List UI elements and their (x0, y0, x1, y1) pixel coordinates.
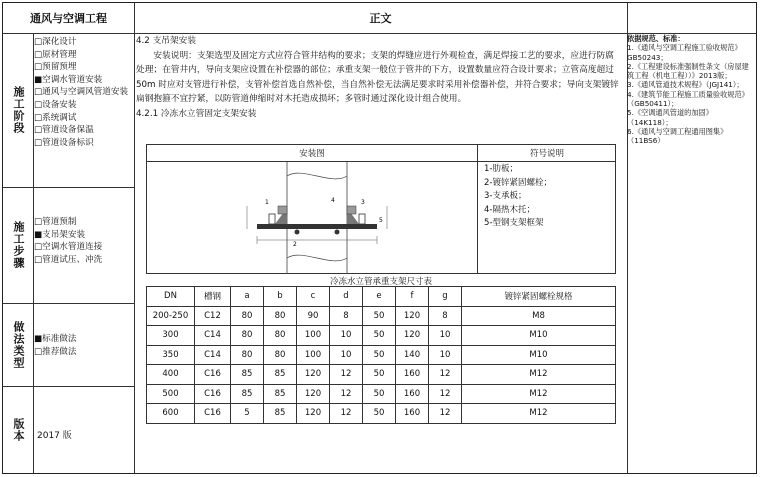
table-cell: 10 (330, 345, 363, 365)
table-cell: 80 (264, 326, 297, 346)
table-row (147, 404, 616, 424)
stage-option[interactable]: □系统调试 (34, 112, 77, 123)
diagram-column-divider (477, 145, 478, 273)
table-row (147, 345, 616, 365)
table-cell: C14 (195, 326, 231, 346)
bolt (295, 230, 300, 235)
symbol-item: 5-型钢支架框架 (484, 218, 544, 228)
step-option[interactable]: □管道试压、冲洗 (34, 254, 103, 265)
table-cell: 80 (231, 306, 264, 326)
step-option[interactable]: ■支吊架安装 (34, 229, 86, 240)
practice-label: 做法类型 (12, 320, 25, 369)
install-diagram-box (146, 144, 616, 274)
stage-option[interactable]: □管道设备标识 (34, 137, 94, 148)
table-cell: C12 (195, 306, 231, 326)
table-cell: 8 (429, 306, 462, 326)
table-row (147, 306, 616, 326)
stage-option[interactable]: □设备安装 (34, 99, 77, 110)
header-cell: c (297, 287, 330, 307)
version-label: 版本 (12, 417, 25, 442)
stage-option[interactable]: □原材管理 (34, 49, 77, 60)
stage-label: 施工阶段 (12, 86, 25, 134)
dimension-table-title: 冷冻水立管承重支架尺寸表 (329, 277, 432, 287)
wood-block (347, 206, 356, 214)
table-cell: 160 (396, 384, 429, 404)
table-cell: M10 (462, 345, 616, 365)
table-cell: 12 (330, 404, 363, 424)
table-cell: 120 (396, 326, 429, 346)
reference-item: 1.《通风与空调工程施工验收规范》GB50243； (627, 43, 742, 62)
table-cell: M12 (462, 404, 616, 424)
table-cell: 85 (264, 404, 297, 424)
practice-option[interactable]: □推荐做法 (34, 346, 77, 357)
table-cell: M12 (462, 365, 616, 385)
references-panel (627, 34, 753, 146)
table-cell: 50 (363, 384, 396, 404)
stage-option[interactable]: ■空调水管道安装 (34, 74, 103, 85)
header-cell: d (330, 287, 363, 307)
stage-option[interactable]: □管道设备保温 (34, 125, 94, 136)
table-cell: 160 (396, 404, 429, 424)
steel-frame (257, 224, 377, 229)
step-options (34, 216, 132, 266)
main-content (136, 34, 620, 122)
symbol-item: 2-镀锌紧固螺栓； (484, 177, 552, 188)
step-option[interactable]: □管道预制 (34, 217, 77, 227)
header-cell: DN (147, 287, 195, 307)
symbol-item: 3-支承板； (484, 191, 527, 201)
wood-block (278, 206, 287, 214)
header-cell: b (264, 287, 297, 307)
table-cell: 85 (264, 365, 297, 385)
table-cell: 50 (363, 365, 396, 385)
table-cell: 80 (264, 306, 297, 326)
callout-3: 3 (361, 199, 365, 206)
table-cell: 80 (231, 326, 264, 346)
table-cell: 80 (231, 345, 264, 365)
column-divider (134, 3, 135, 473)
step-option[interactable]: □空调水管道连接 (34, 242, 103, 253)
symbol-item: 1-肋板； (484, 164, 518, 174)
table-row (147, 365, 616, 385)
table-cell: 12 (429, 384, 462, 404)
table-cell: 500 (147, 384, 195, 404)
table-cell: 100 (297, 326, 330, 346)
table-cell: C16 (195, 365, 231, 385)
table-cell: 50 (363, 306, 396, 326)
callout-2: 2 (293, 241, 297, 248)
callout-5: 5 (379, 217, 383, 224)
stage-option[interactable]: □预留预埋 (34, 62, 77, 73)
stage-option[interactable]: □深化设计 (34, 37, 77, 47)
table-cell: 85 (231, 384, 264, 404)
header-cell: a (231, 287, 264, 307)
table-cell: 300 (147, 326, 195, 346)
step-label: 施工步骤 (12, 221, 25, 269)
symbol-list (484, 163, 552, 231)
subsection-title: 4.2.1 冷冻水立管固定支架安装 (136, 108, 257, 119)
practice-options (34, 333, 132, 358)
symbol-item: 4-隔热木托； (484, 204, 535, 215)
dimension-table (146, 286, 616, 424)
pipe-break-bottom (287, 255, 347, 261)
table-cell: 10 (429, 345, 462, 365)
table-cell: 5 (231, 404, 264, 424)
table-cell: 160 (396, 365, 429, 385)
table-cell: 8 (330, 306, 363, 326)
table-header-row (147, 287, 616, 307)
table-cell: 12 (330, 365, 363, 385)
table-cell: 50 (363, 345, 396, 365)
table-cell: 12 (330, 384, 363, 404)
table-cell: 50 (363, 326, 396, 346)
practice-option[interactable]: ■标准做法 (34, 334, 77, 344)
table-cell: 120 (297, 384, 330, 404)
table-cell: 50 (363, 404, 396, 424)
symbol-header: 符号说明 (529, 149, 564, 159)
main-header-title: 正文 (369, 12, 392, 25)
table-cell: 120 (297, 365, 330, 385)
table-cell: 85 (231, 365, 264, 385)
table-cell: 80 (264, 345, 297, 365)
reference-item: 5.《空调通风管道的加固》（14K118）； (627, 108, 713, 127)
table-cell: M10 (462, 326, 616, 346)
support-drawing (147, 162, 477, 274)
header-cell: g (429, 287, 462, 307)
table-cell: 350 (147, 345, 195, 365)
table-cell: 140 (396, 345, 429, 365)
table-cell: C16 (195, 384, 231, 404)
section-title: 4.2 支吊架安装 (136, 36, 197, 46)
callout-1: 1 (265, 199, 269, 206)
table-cell: C16 (195, 404, 231, 424)
install-diagram-header: 安装图 (299, 149, 325, 159)
table-cell: 600 (147, 404, 195, 424)
reference-item: 6.《通风与空调工程通用图集》（11BS6） (627, 126, 728, 146)
table-row (147, 384, 616, 404)
callout-4: 4 (331, 197, 335, 204)
table-cell: 120 (297, 404, 330, 424)
reference-item: 4.《建筑节能工程施工质量验收规范》（GB50411）； (627, 89, 749, 109)
support-plate (359, 214, 365, 224)
header-cell: f (396, 287, 429, 307)
edition-value: 2017 版 (37, 431, 72, 441)
header-cell: 镀锌紧固螺栓规格 (462, 287, 616, 307)
table-cell: 10 (429, 326, 462, 346)
reference-item: 2.《工程建设标准强制性条文（房屋建筑工程（机电工程））》2013版； (627, 61, 749, 81)
stage-options (34, 36, 132, 149)
header-cell: 槽钢 (195, 287, 231, 307)
table-cell: 12 (429, 365, 462, 385)
table-cell: 120 (396, 306, 429, 326)
bolt (335, 230, 340, 235)
table-row (147, 326, 616, 346)
table-cell: 12 (429, 404, 462, 424)
pipe-break-top (287, 173, 347, 179)
table-cell: 90 (297, 306, 330, 326)
support-plate (269, 214, 275, 224)
left-header-title: 通风与空调工程 (30, 12, 107, 25)
table-cell: M8 (462, 306, 616, 326)
table-cell: 10 (330, 326, 363, 346)
table-cell: M12 (462, 384, 616, 404)
table-cell: 85 (264, 384, 297, 404)
reference-item: 3.《通风管道技术规程》（JGJ141）； (627, 80, 744, 90)
table-cell: 200-250 (147, 306, 195, 326)
install-description: 安装说明：支架选型及固定方式应符合管井结构的要求；支架的焊缝应进行外观检查，满足焊接工艺的要求，应进行防腐处理；在管井内，导向支架应设置在补偿器的部位；承重支架一般位于管井的下方，设置数量应符合设计要求；立管高度超过 50m 时应对支管进行补偿，支管补偿首选自然补偿，当自然补偿无法满足要求时采用补偿器补偿，并符合要求；导向支架镀锌扁钢抱箍不宜拧紧，以防管道伸缩时对木托造成损坏；多管时通过深化设计组合使用。 (136, 50, 619, 105)
table-cell: C14 (195, 345, 231, 365)
table-cell: 100 (297, 345, 330, 365)
table-cell: 400 (147, 365, 195, 385)
references-title: 依据规范、标准： (627, 34, 685, 43)
header-cell: e (363, 287, 396, 307)
stage-option[interactable]: □通风与空调风管道安装 (34, 87, 129, 98)
